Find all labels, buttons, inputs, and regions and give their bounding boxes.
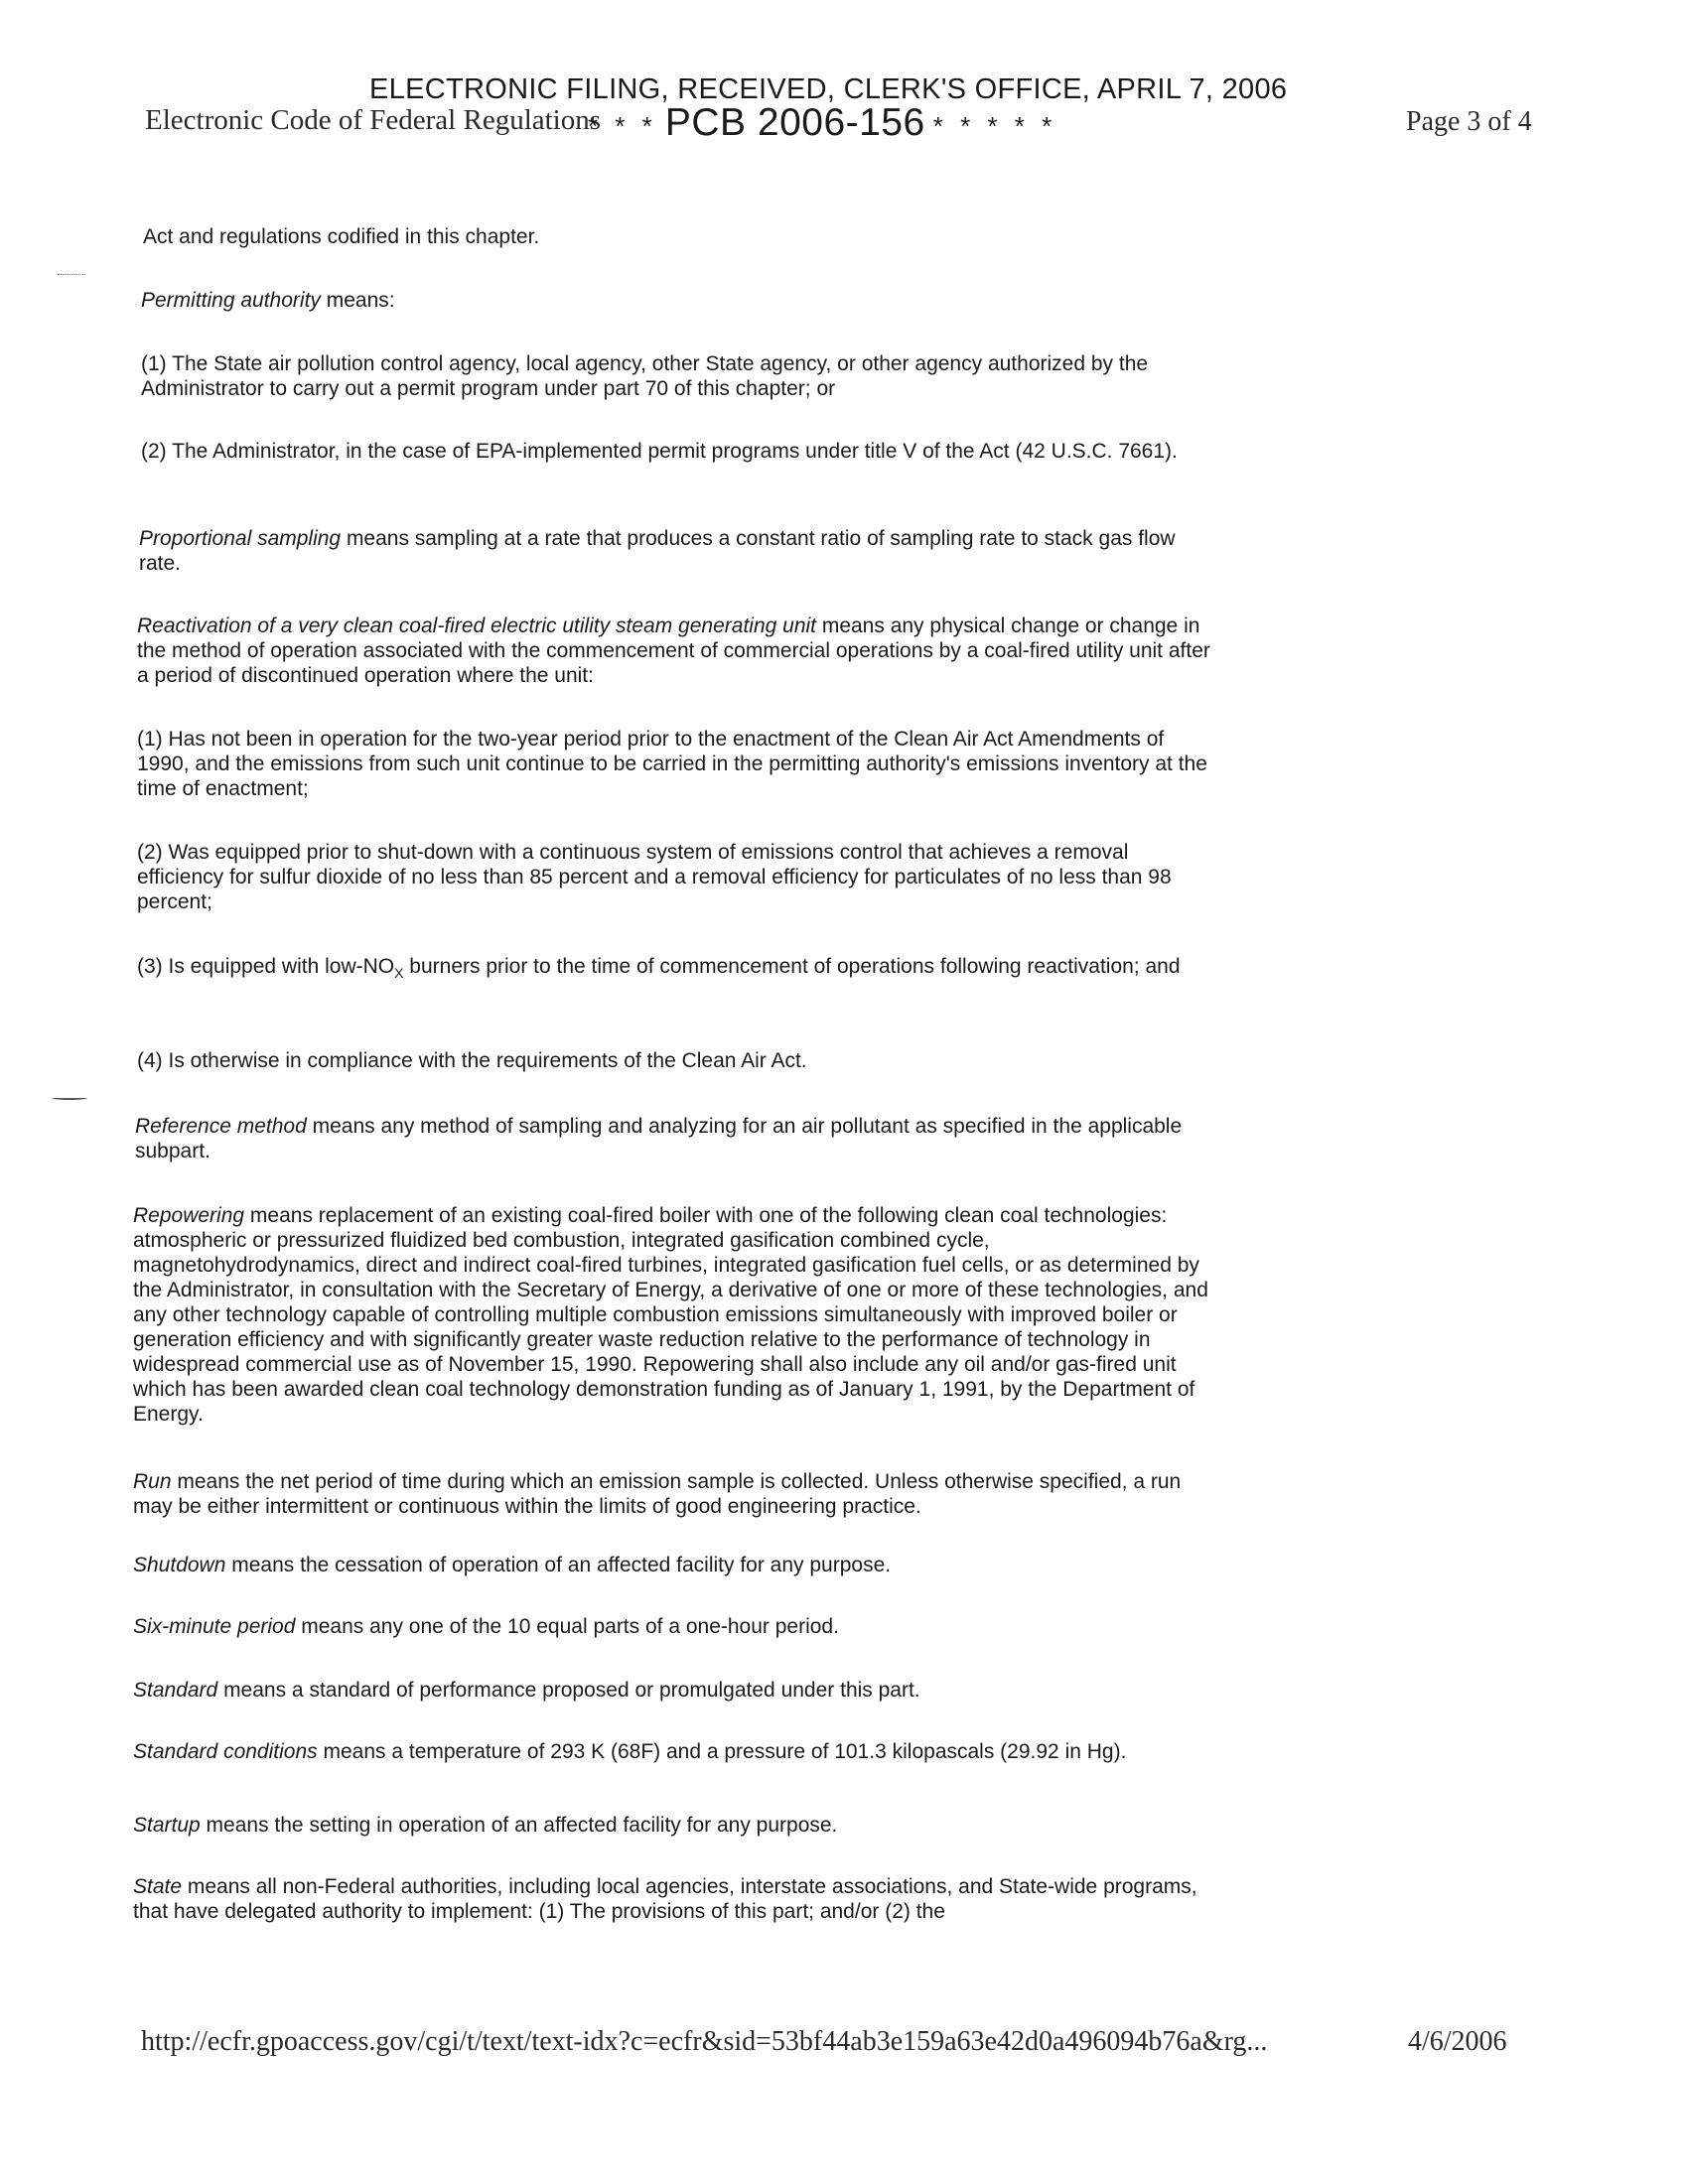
paragraph-text: means the cessation of operation of an affected facility for any purpose.	[225, 1554, 892, 1576]
paragraph-text: means replacement of an existing coal-fired boiler with one of the following clean coal technologies: atmospheric or pressurized fluidized bed combustion, integrated gasification combined cycle, magnetohydrodynamics, direct and indirect coal-fired turbines, integrated gasification fuel cells, or as determined by the Administrator, in consultation with the Secretary of Energy, a derivative of one or more of these technologies, and any other technology capable of controlling multiple combustion emissions simultaneously with improved boiler or generation efficiency and with significantly greater waste reduction relative to the performance of technology in widespread commercial use as of November 15, 1990. Repowering shall also include any oil and/or gas-fired unit which has been awarded clean coal technology demonstration funding as of January 1, 1991, by the Department of Energy.	[133, 1204, 1208, 1426]
definition-paragraph	[133, 1614, 1215, 1639]
defined-term: Standard conditions	[133, 1740, 318, 1763]
definition-paragraph	[133, 1553, 1215, 1577]
defined-term: Reference method	[135, 1115, 307, 1138]
paragraph-text: burners prior to the time of commencement of operations following reactivation; and	[403, 955, 1181, 978]
paragraph-text: means sampling at a rate that produces a constant ratio of sampling rate to stack gas flow rate.	[139, 527, 1176, 575]
defined-term: Repowering	[133, 1204, 245, 1227]
docket-number-stamp	[588, 103, 1056, 146]
print-footer	[141, 2025, 1507, 2059]
paragraph	[137, 1048, 1219, 1073]
defined-term: Shutdown	[133, 1554, 226, 1576]
definition-paragraph	[141, 288, 1223, 313]
docket-suffix-stars: * * * * *	[932, 111, 1057, 141]
defined-term: Standard	[133, 1679, 218, 1702]
paragraph	[141, 351, 1223, 401]
definition-paragraph	[137, 614, 1219, 688]
defined-term: Run	[133, 1470, 172, 1493]
filing-stamp: ELECTRONIC FILING, RECEIVED, CLERK'S OFFICE, APRIL 7, 2006	[369, 73, 1288, 105]
scan-margin-mark	[52, 1096, 87, 1100]
paragraph-text: means any method of sampling and analyzing for an air pollutant as specified in the applicable subpart.	[135, 1115, 1183, 1162]
defined-term: Permitting authority	[141, 289, 321, 312]
definition-paragraph	[139, 526, 1221, 576]
subscript: X	[394, 965, 404, 981]
paragraph-text: Act and regulations codified in this chapter.	[143, 225, 540, 248]
paragraph	[137, 727, 1219, 801]
definition-paragraph	[133, 1203, 1215, 1427]
paragraph	[137, 951, 1219, 989]
defined-term: Reactivation of a very clean coal-fired electric utility steam generating unit	[137, 614, 816, 637]
paragraph-text: (1) The State air pollution control agency, local agency, other State agency, or other agency authorized by the Administrator to carry out a permit program under part 70 of this chapter; or	[141, 352, 1149, 400]
paragraph-text: means the setting in operation of an affected facility for any purpose.	[200, 1814, 838, 1837]
paragraph-text: means a standard of performance proposed or promulgated under this part.	[217, 1679, 920, 1702]
defined-term: Startup	[133, 1814, 201, 1837]
paragraph-text: (1) Has not been in operation for the two-year period prior to the enactment of the Clean Air Act Amendments of 1990, and the emissions from such unit continue to be carried in the permitting authority's emissions inventory at the time of enactment;	[137, 728, 1207, 800]
definition-paragraph	[133, 1678, 1215, 1703]
paragraph-text: means a temperature of 293 K (68F) and a pressure of 101.3 kilopascals (29.92 in Hg).	[317, 1740, 1127, 1763]
source-url: http://ecfr.gpoaccess.gov/cgi/t/text/text-idx?c=ecfr&sid=53bf44ab3e159a63e42d0a496094b76a&rg...	[141, 2026, 1268, 2057]
defined-term: State	[133, 1875, 183, 1898]
docket-number: PCB 2006-156	[664, 101, 925, 144]
defined-term: Six-minute period	[133, 1615, 296, 1638]
paragraph	[141, 439, 1223, 464]
definition-paragraph	[135, 1114, 1217, 1163]
paragraph-text: (4) Is otherwise in compliance with the requirements of the Clean Air Act.	[137, 1049, 807, 1072]
print-date: 4/6/2006	[1408, 2026, 1507, 2057]
scan-margin-mark	[58, 274, 85, 277]
paragraph-text: means all non-Federal authorities, including local agencies, interstate associations, and State-wide programs, that have delegated authority to implement: (1) The provisions of this part; and/or (2) the	[133, 1875, 1197, 1923]
paragraph-text: means the net period of time during which an emission sample is collected. Unless otherwise specified, a run may be either intermittent or continuous within the limits of good engineering practice.	[133, 1470, 1182, 1518]
definition-paragraph	[133, 1874, 1215, 1924]
paragraph-text: means any physical change or change in the method of operation associated with the commencement of commercial operations by a coal-fired utility unit after a period of discontinued operation where the unit:	[137, 614, 1210, 687]
definition-paragraph	[133, 1469, 1215, 1519]
paragraph-text: means any one of the 10 equal parts of a one-hour period.	[295, 1615, 839, 1638]
paragraph-text: (3) Is equipped with low-NO	[137, 955, 395, 978]
paragraph	[137, 840, 1219, 914]
document-source-title: Electronic Code of Federal Regulations	[145, 104, 602, 136]
definition-paragraph	[133, 1813, 1215, 1838]
defined-term: Proportional sampling	[139, 527, 342, 550]
docket-prefix-stars: * * *	[588, 111, 657, 141]
paragraph-text: (2) The Administrator, in the case of EPA-implemented permit programs under title V of the Act (42 U.S.C. 7661).	[141, 440, 1178, 463]
definition-paragraph	[133, 1739, 1215, 1764]
paragraph-text: means:	[320, 289, 395, 312]
paragraph	[143, 224, 1225, 249]
page-indicator: Page 3 of 4	[1406, 106, 1532, 137]
paragraph-text: (2) Was equipped prior to shut-down with a continuous system of emissions control that achieves a removal efficiency for sulfur dioxide of no less than 85 percent and a removal efficiency for particulates of no less than 98 percent;	[137, 841, 1172, 913]
